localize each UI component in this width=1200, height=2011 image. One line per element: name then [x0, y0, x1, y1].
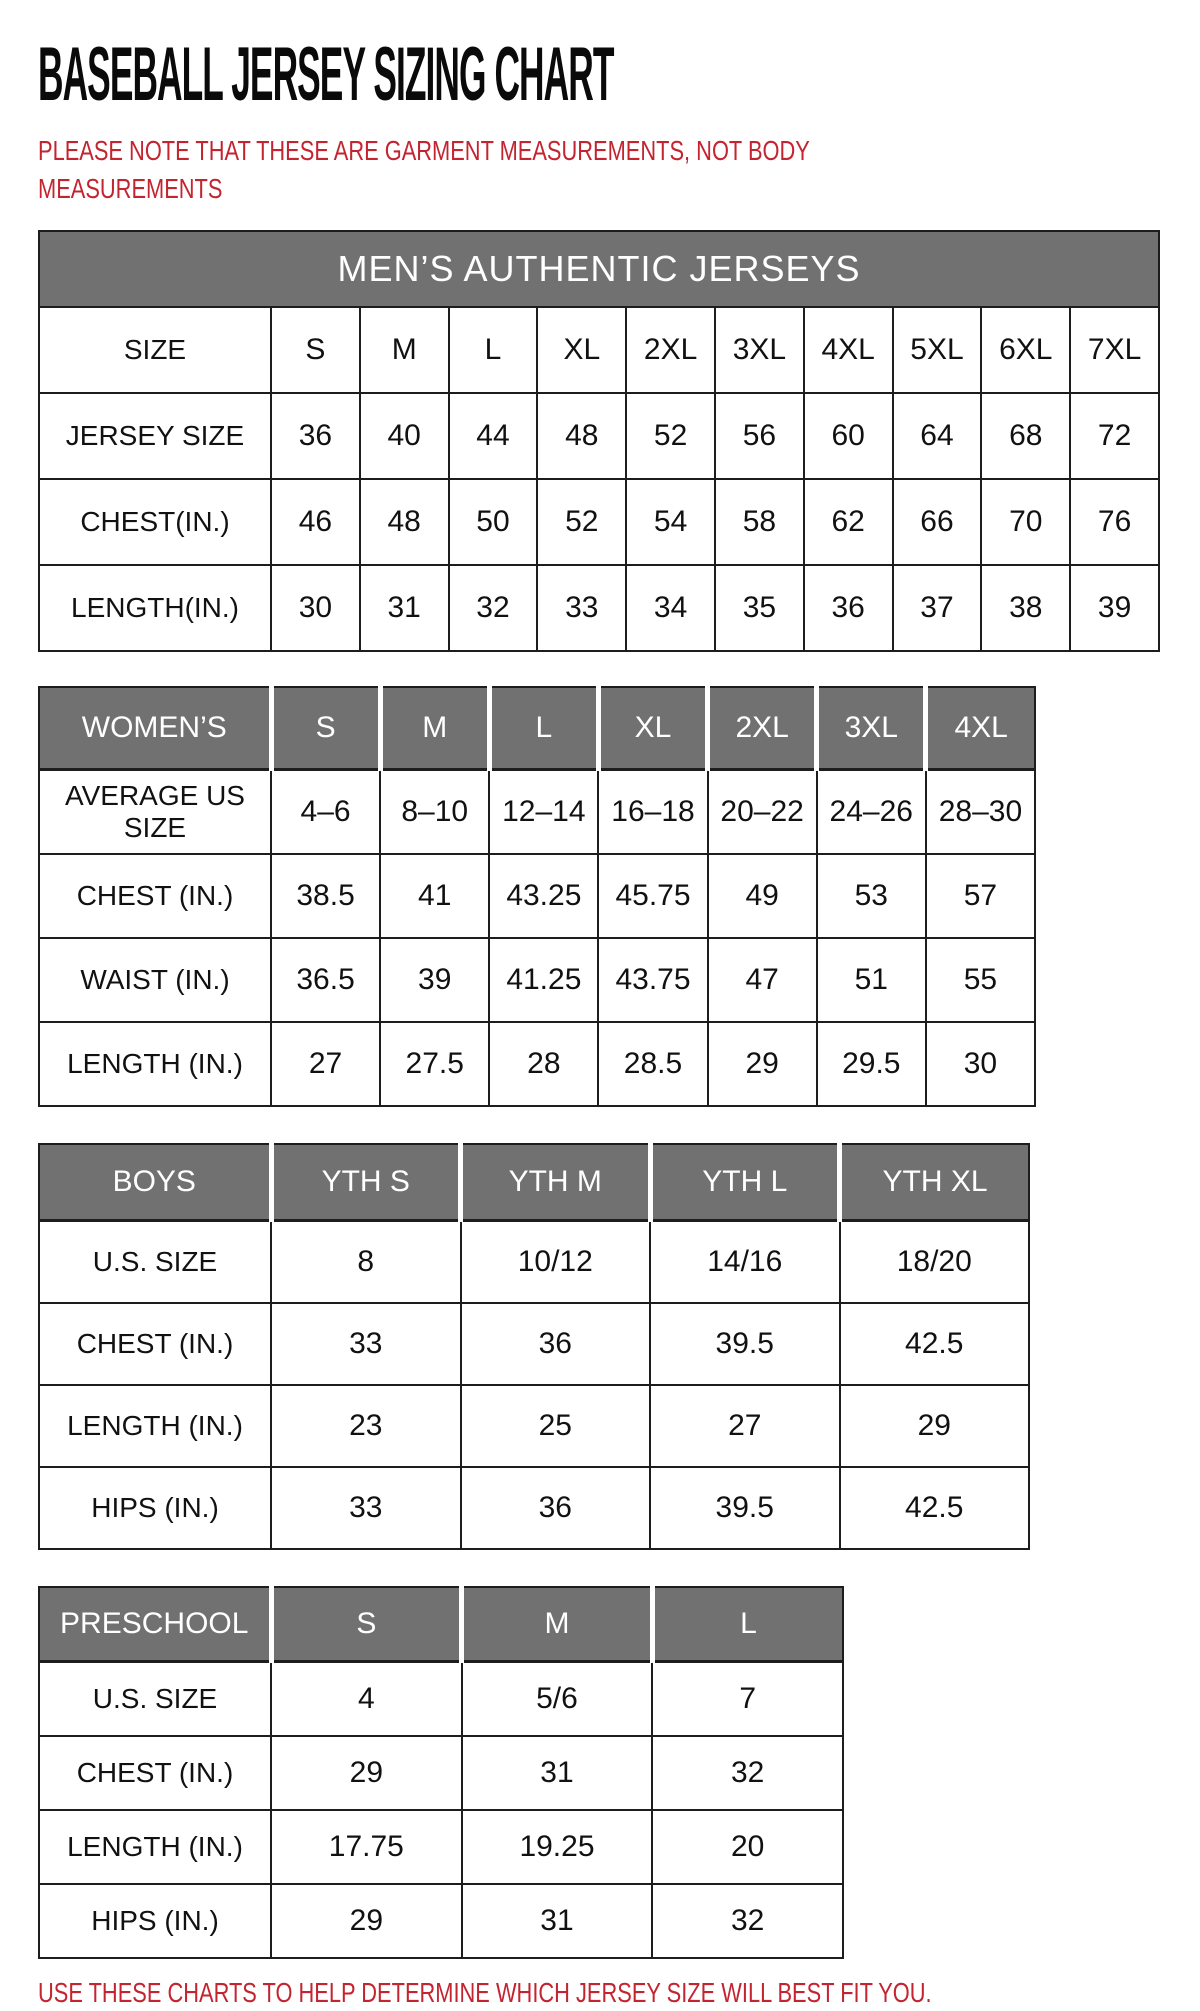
note-line-1: PLEASE NOTE THAT THESE ARE GARMENT MEASUREMENTS, NOT BODY	[38, 135, 810, 166]
value-cell: 28.5	[598, 1022, 707, 1106]
value-cell: 40	[360, 393, 449, 479]
table-row	[39, 938, 1035, 1022]
row-label-cell: LENGTH(IN.)	[39, 565, 271, 651]
value-cell: 5XL	[893, 307, 982, 393]
preschool-sizing-table	[38, 1586, 1170, 1959]
row-label-cell: JERSEY SIZE	[39, 393, 271, 479]
value-cell: 39	[380, 938, 489, 1022]
value-cell: 33	[537, 565, 626, 651]
value-cell: 23	[271, 1385, 461, 1467]
column-header-cell: M	[380, 687, 489, 770]
row-label-cell: HIPS (IN.)	[39, 1884, 271, 1958]
value-cell: 41.25	[489, 938, 598, 1022]
value-cell: 32	[449, 565, 538, 651]
value-cell: 35	[715, 565, 804, 651]
value-cell: 76	[1070, 479, 1159, 565]
value-cell: 64	[893, 393, 982, 479]
value-cell: 4XL	[804, 307, 893, 393]
value-cell: 42.5	[840, 1467, 1030, 1549]
row-label-cell: AVERAGE US SIZE	[39, 770, 271, 855]
row-label-cell: WAIST (IN.)	[39, 938, 271, 1022]
value-cell: 8	[271, 1221, 461, 1304]
value-cell: 34	[626, 565, 715, 651]
value-cell: 45.75	[598, 854, 707, 938]
value-cell: 50	[449, 479, 538, 565]
row-label-cell: CHEST (IN.)	[39, 1303, 271, 1385]
value-cell: 3XL	[715, 307, 804, 393]
table-row	[39, 1810, 843, 1884]
table-row	[39, 393, 1159, 479]
value-cell: 29	[271, 1884, 462, 1958]
value-cell: 44	[449, 393, 538, 479]
value-cell: 47	[708, 938, 817, 1022]
table-banner-row	[39, 231, 1159, 307]
column-header-row	[39, 687, 1035, 770]
value-cell: 37	[893, 565, 982, 651]
column-header-cell: YTH M	[461, 1144, 651, 1221]
column-header-cell: 3XL	[817, 687, 926, 770]
value-cell: 53	[817, 854, 926, 938]
value-cell: 36	[804, 565, 893, 651]
value-cell: 30	[271, 565, 360, 651]
value-cell: 33	[271, 1467, 461, 1549]
value-cell: XL	[537, 307, 626, 393]
table-row	[39, 1303, 1029, 1385]
value-cell: 12–14	[489, 770, 598, 855]
column-header-cell: M	[462, 1587, 653, 1662]
value-cell: 18/20	[840, 1221, 1030, 1304]
value-cell: 8–10	[380, 770, 489, 855]
value-cell: 6XL	[981, 307, 1070, 393]
column-header-cell: XL	[598, 687, 707, 770]
table-row	[39, 1467, 1029, 1549]
value-cell: 38.5	[271, 854, 380, 938]
row-label-cell: CHEST (IN.)	[39, 854, 271, 938]
value-cell: 57	[926, 854, 1035, 938]
column-header-row	[39, 1587, 843, 1662]
value-cell: 29.5	[817, 1022, 926, 1106]
row-label-cell: LENGTH (IN.)	[39, 1022, 271, 1106]
value-cell: 43.75	[598, 938, 707, 1022]
value-cell: 7	[652, 1662, 843, 1737]
value-cell: 31	[462, 1884, 653, 1958]
value-cell: 54	[626, 479, 715, 565]
page-title: BASEBALL JERSEY SIZING CHART	[38, 36, 614, 116]
mens-authentic-jerseys-table	[38, 230, 1170, 652]
column-header-cell: YTH L	[650, 1144, 840, 1221]
column-header-cell: YTH S	[271, 1144, 461, 1221]
value-cell: 72	[1070, 393, 1159, 479]
value-cell: S	[271, 307, 360, 393]
table-row	[39, 479, 1159, 565]
value-cell: 17.75	[271, 1810, 462, 1884]
value-cell: 5/6	[462, 1662, 653, 1737]
table-row	[39, 854, 1035, 938]
table-name-header-cell: PRESCHOOL	[39, 1587, 271, 1662]
value-cell: 39.5	[650, 1303, 840, 1385]
row-label-cell: CHEST(IN.)	[39, 479, 271, 565]
table-row	[39, 770, 1035, 855]
preschool-table	[38, 1586, 844, 1959]
row-label-cell: U.S. SIZE	[39, 1662, 271, 1737]
row-label-cell: LENGTH (IN.)	[39, 1810, 271, 1884]
table-row	[39, 1022, 1035, 1106]
value-cell: 20–22	[708, 770, 817, 855]
value-cell: 29	[840, 1385, 1030, 1467]
value-cell: 28–30	[926, 770, 1035, 855]
column-header-cell: L	[652, 1587, 843, 1662]
mens-table	[38, 230, 1160, 652]
value-cell: 51	[817, 938, 926, 1022]
table-row	[39, 1884, 843, 1958]
value-cell: 68	[981, 393, 1070, 479]
value-cell: 27.5	[380, 1022, 489, 1106]
value-cell: M	[360, 307, 449, 393]
value-cell: 38	[981, 565, 1070, 651]
value-cell: 52	[626, 393, 715, 479]
value-cell: 31	[462, 1736, 653, 1810]
value-cell: 36	[271, 393, 360, 479]
value-cell: 55	[926, 938, 1035, 1022]
value-cell: 46	[271, 479, 360, 565]
boys-table	[38, 1143, 1030, 1550]
row-label-cell: LENGTH (IN.)	[39, 1385, 271, 1467]
value-cell: 36	[461, 1303, 651, 1385]
table-row	[39, 1221, 1029, 1304]
value-cell: 60	[804, 393, 893, 479]
value-cell: 19.25	[462, 1810, 653, 1884]
womens-sizing-table	[38, 686, 1170, 1107]
value-cell: 48	[537, 393, 626, 479]
value-cell: 14/16	[650, 1221, 840, 1304]
value-cell: 33	[271, 1303, 461, 1385]
boys-sizing-table	[38, 1143, 1170, 1550]
value-cell: 43.25	[489, 854, 598, 938]
value-cell: 32	[652, 1736, 843, 1810]
value-cell: 30	[926, 1022, 1035, 1106]
value-cell: 29	[271, 1736, 462, 1810]
value-cell: 41	[380, 854, 489, 938]
value-cell: 32	[652, 1884, 843, 1958]
note-line-2: MEASUREMENTS	[38, 173, 223, 204]
value-cell: 27	[650, 1385, 840, 1467]
value-cell: 4–6	[271, 770, 380, 855]
column-header-row	[39, 1144, 1029, 1221]
row-label-cell: HIPS (IN.)	[39, 1467, 271, 1549]
footer-note: USE THESE CHARTS TO HELP DETERMINE WHICH JERSEY SIZE WILL BEST FIT YOU.	[38, 1977, 932, 2008]
column-header-cell: S	[271, 1587, 462, 1662]
value-cell: 28	[489, 1022, 598, 1106]
table-name-header-cell: WOMEN’S	[39, 687, 271, 770]
value-cell: L	[449, 307, 538, 393]
mens-banner: MEN’S AUTHENTIC JERSEYS	[39, 231, 1159, 307]
value-cell: 36	[461, 1467, 651, 1549]
table-row	[39, 1662, 843, 1737]
value-cell: 16–18	[598, 770, 707, 855]
table-row	[39, 307, 1159, 393]
table-row	[39, 1385, 1029, 1467]
column-header-cell: S	[271, 687, 380, 770]
value-cell: 29	[708, 1022, 817, 1106]
value-cell: 24–26	[817, 770, 926, 855]
value-cell: 52	[537, 479, 626, 565]
value-cell: 7XL	[1070, 307, 1159, 393]
row-label-cell: CHEST (IN.)	[39, 1736, 271, 1810]
value-cell: 42.5	[840, 1303, 1030, 1385]
value-cell: 27	[271, 1022, 380, 1106]
value-cell: 4	[271, 1662, 462, 1737]
value-cell: 10/12	[461, 1221, 651, 1304]
column-header-cell: YTH XL	[840, 1144, 1030, 1221]
row-label-cell: SIZE	[39, 307, 271, 393]
value-cell: 49	[708, 854, 817, 938]
value-cell: 70	[981, 479, 1070, 565]
value-cell: 56	[715, 393, 804, 479]
value-cell: 2XL	[626, 307, 715, 393]
value-cell: 62	[804, 479, 893, 565]
value-cell: 31	[360, 565, 449, 651]
womens-table	[38, 686, 1036, 1107]
column-header-cell: 2XL	[708, 687, 817, 770]
value-cell: 39	[1070, 565, 1159, 651]
row-label-cell: U.S. SIZE	[39, 1221, 271, 1304]
table-row	[39, 565, 1159, 651]
value-cell: 25	[461, 1385, 651, 1467]
table-name-header-cell: BOYS	[39, 1144, 271, 1221]
value-cell: 39.5	[650, 1467, 840, 1549]
value-cell: 20	[652, 1810, 843, 1884]
title-wrap	[38, 36, 1170, 116]
column-header-cell: L	[489, 687, 598, 770]
column-header-cell: 4XL	[926, 687, 1035, 770]
table-row	[39, 1736, 843, 1810]
value-cell: 66	[893, 479, 982, 565]
value-cell: 36.5	[271, 938, 380, 1022]
value-cell: 48	[360, 479, 449, 565]
garment-measurements-note	[38, 132, 921, 208]
value-cell: 58	[715, 479, 804, 565]
